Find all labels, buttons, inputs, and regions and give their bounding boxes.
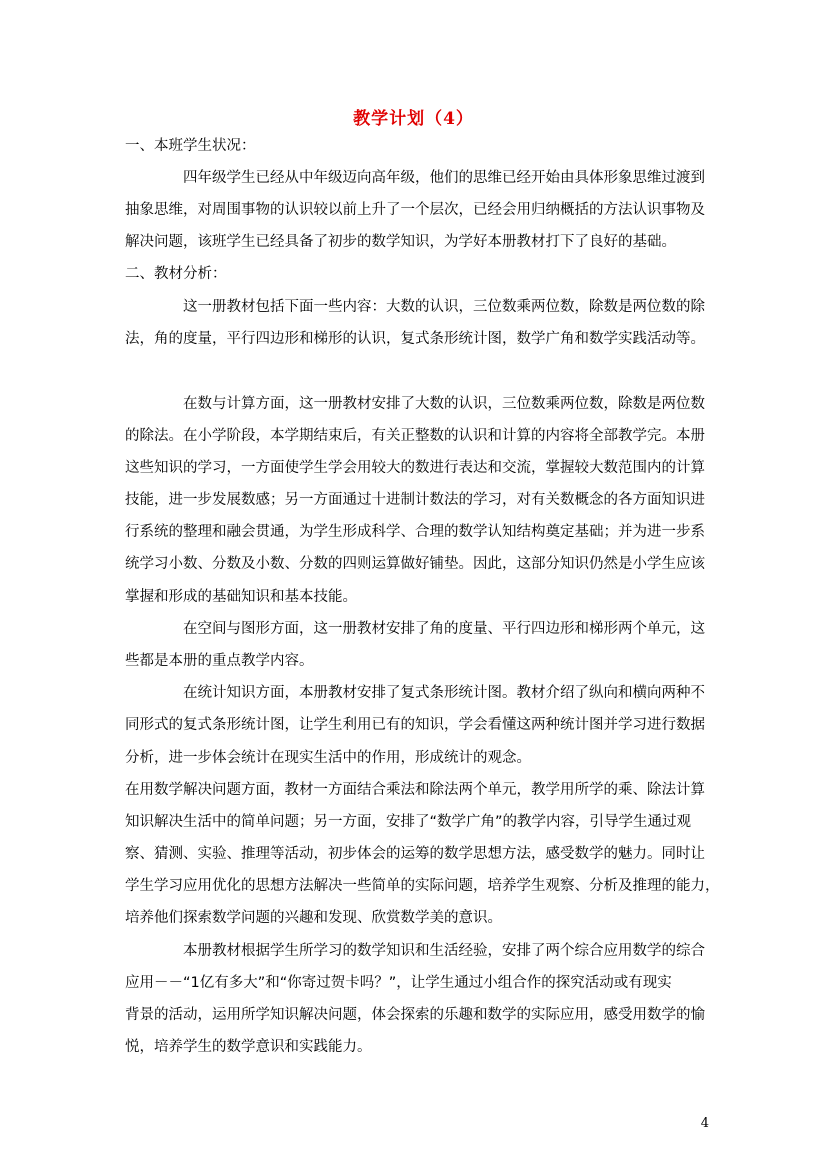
paragraph-line: 在统计知识方面，本册教材安排了复式条形统计图。教材介绍了纵向和横向两种不	[183, 685, 705, 701]
paragraph-line: 培养他们探索数学问题的兴趣和发现、欣赏数学美的意识。	[125, 910, 502, 926]
paragraph-line: 背景的活动，运用所学知识解决问题，体会探索的乐趣和数学的实际应用，感受用数学的愉	[125, 1007, 705, 1023]
paragraph-line: 解决问题，该班学生已经具备了初步的数学知识，为学好本册教材打下了良好的基础。	[125, 234, 676, 250]
paragraph-line: 统学习小数、分数及小数、分数的四则运算做好铺垫。因此，这部分知识仍然是小学生应该	[125, 556, 705, 572]
paragraph-line: 抽象思维，对周围事物的认识较以前上升了一个层次，已经会用归纳概括的方法认识事物及	[125, 202, 705, 218]
section-heading-students: 一、本班学生状况：	[125, 138, 256, 154]
page-number: 4	[700, 1116, 709, 1131]
paragraph-line: 技能，进一步发展数感；另一方面通过十进制计数法的学习，对有关数概念的各方面知识进	[125, 492, 705, 508]
paragraph-line: 四年级学生已经从中年级迈向高年级，他们的思维已经开始由具体形象思维过渡到	[183, 170, 705, 186]
paragraph-line: 行系统的整理和融会贯通，为学生形成科学、合理的数学认知结构奠定基础；并为进一步系	[125, 524, 705, 540]
paragraph-line: 在用数学解决问题方面，教材一方面结合乘法和除法两个单元，教学用所学的乘、除法计算	[125, 782, 705, 798]
section-heading-textbook: 二、教材分析：	[125, 266, 227, 282]
paragraph-line: 这些知识的学习，一方面使学生学会用较大的数进行表达和交流，掌握较大数范围内的计算	[125, 460, 705, 476]
paragraph-line: 本册教材根据学生所学习的数学知识和生活经验，安排了两个综合应用数学的综合	[183, 943, 705, 959]
paragraph-line: 分析，进一步体会统计在现实生活中的作用，形成统计的观念。	[125, 750, 531, 766]
document-title: 教学计划（4）	[353, 109, 474, 129]
paragraph-line: 学生学习应用优化的思想方法解决一些简单的实际问题，培养学生观察、分析及推理的能力，	[125, 878, 720, 894]
paragraph-line: 掌握和形成的基础知识和基本技能。	[125, 589, 357, 605]
paragraph-line: 的除法。在小学阶段，本学期结束后，有关正整数的认识和计算的内容将全部教学完。本册	[125, 428, 705, 444]
paragraph-line: 法，角的度量，平行四边形和梯形的认识，复式条形统计图，数学广角和数学实践活动等。	[125, 331, 705, 347]
paragraph-line: 些都是本册的重点教学内容。	[125, 653, 314, 669]
paragraph-line: 在数与计算方面，这一册教材安排了大数的认识，三位数乘两位数，除数是两位数	[183, 396, 705, 412]
paragraph-line: 察、猜测、实验、推理等活动，初步体会的运筹的数学思想方法，感受数学的魅力。同时让	[125, 846, 705, 862]
paragraph-line: 应用－－“1亿有多大”和“你寄过贺卡吗？”，让学生通过小组合作的探究活动或有现实	[125, 975, 672, 991]
paragraph-line: 知识解决生活中的简单问题；另一方面，安排了“数学广角”的教学内容，引导学生通过观	[125, 814, 692, 830]
paragraph-line: 在空间与图形方面，这一册教材安排了角的度量、平行四边形和梯形两个单元，这	[183, 621, 705, 637]
paragraph-line: 同形式的复式条形统计图，让学生利用已有的知识，学会看懂这两种统计图并学习进行数据	[125, 717, 705, 733]
paragraph-line: 这一册教材包括下面一些内容：大数的认识，三位数乘两位数，除数是两位数的除	[183, 299, 705, 315]
paragraph-line: 悦，培养学生的数学意识和实践能力。	[125, 1039, 372, 1055]
